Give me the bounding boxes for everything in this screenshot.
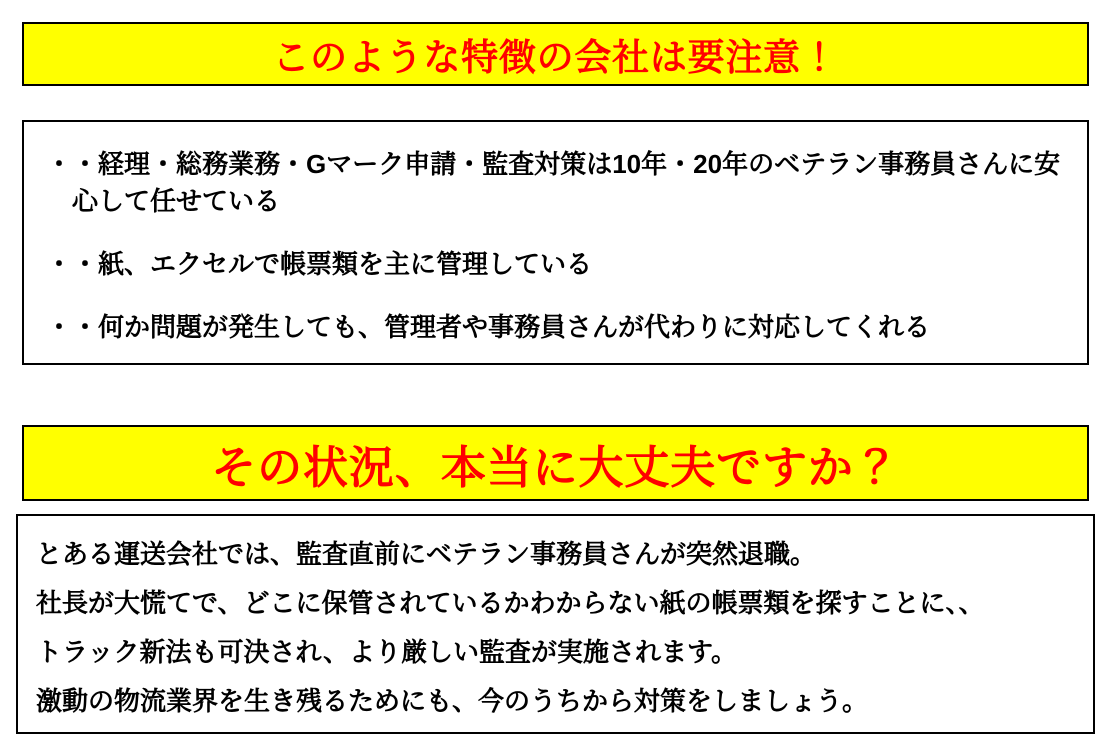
list-item: ・ ・紙、エクセルで帳票類を主に管理している (50, 246, 1061, 283)
story-line: 激動の物流業界を生き残るためにも、今のうちから対策をしましょう。 (36, 685, 869, 716)
warning-heading-banner (22, 22, 1089, 86)
list-item: ・ ・何か問題が発生しても、管理者や事務員さんが代わりに対応してくれる (50, 309, 1061, 346)
question-heading-text: その状況、本当に大丈夫ですか？ (211, 441, 900, 493)
list-item: ・ ・経理・総務業務・Gマーク申請・監査対策は10年・20年のベテラン事務員さんに安心して任せている (50, 146, 1061, 220)
story-line: とある運送会社では、監査直前にベテラン事務員さんが突然退職。 (36, 539, 817, 569)
question-heading-banner (22, 425, 1089, 501)
story-line: 社長が大慌てで、どこに保管されているかわからない紙の帳票類を探すことに、、 (36, 587, 985, 618)
story-text-box (16, 514, 1095, 734)
features-list-box (22, 120, 1089, 365)
warning-heading-text: このような特徴の会社は要注意！ (272, 37, 839, 78)
story-line: トラック新法も可決され、より厳しい監査が実施されます。 (36, 636, 737, 667)
